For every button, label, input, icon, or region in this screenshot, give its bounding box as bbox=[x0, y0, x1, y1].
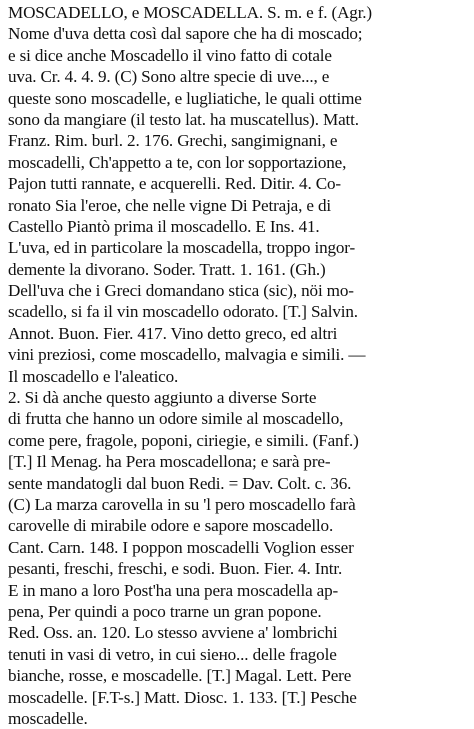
entry-line: E in mano a loro Post'ha una pera moscadella ap- bbox=[8, 580, 339, 600]
entry-line: scadello, si fa il vin moscadello odorato. [T.] Salvin. bbox=[8, 302, 358, 322]
entry-line: moscadelle. bbox=[8, 708, 88, 728]
entry-line: carovelle di mirabile odore e sapore moscadello. bbox=[8, 516, 334, 536]
entry-line: (C) La marza carovella in su 'l pero moscadello farà bbox=[8, 494, 356, 514]
entry-line: e si dice anche Moscadello il vino fatto di cotale bbox=[8, 45, 332, 65]
entry-line: L'uva, ed in particolare la moscadella, troppo ingor- bbox=[8, 238, 356, 258]
entry-line: queste sono moscadelle, e lugliatiche, le quali ottime bbox=[8, 88, 362, 108]
entry-line: bianche, rosse, e moscadelle. [T.] Magal. Lett. Pere bbox=[8, 666, 352, 686]
entry-line: Cant. Carn. 148. I poppon moscadelli Voglion esser bbox=[8, 537, 354, 557]
entry-line: dementе la divorano. Soder. Tratt. 1. 161. (Gh.) bbox=[8, 259, 326, 279]
dictionary-entry bbox=[8, 2, 470, 729]
entry-line: 2. Si dà anche questo aggiunto a diverse Sorte bbox=[8, 388, 317, 408]
entry-line: Franz. Rim. burl. 2. 176. Grechi, sangimignani, e bbox=[8, 131, 338, 151]
entry-line: vini preziosi, come moscadello, malvagia e simili. — bbox=[8, 345, 366, 365]
entry-line: pena, Per quindi a poco trarne un gran popone. bbox=[8, 601, 322, 621]
entry-line: pesanti, freschi, freschi, e sodi. Buon. Fier. 4. Intr. bbox=[8, 559, 343, 579]
entry-line: moscadelli, Ch'appetto a te, con lor sopportazione, bbox=[8, 152, 347, 172]
entry-line: come pere, fragole, poponi, ciriegie, e simili. (Fanf.) bbox=[8, 430, 359, 450]
entry-line: moscadelle. [F.T-s.] Matt. Diosc. 1. 133. [T.] Pesche bbox=[8, 687, 357, 707]
entry-line: sono da mangiare (il testo lat. ha muscatellus). Matt. bbox=[8, 109, 359, 129]
entry-line: sente mandatogli dal buon Redi. = Dav. Colt. c. 36. bbox=[8, 473, 352, 493]
entry-line: Castello Piantò prima il moscadello. E Ins. 41. bbox=[8, 216, 320, 236]
entry-line: Nome d'uva detta così dal sapore che ha di moscado; bbox=[8, 24, 363, 44]
entry-headline: MOSCADELLO, e MOSCADELLA. S. m. e f. (Agr.) bbox=[8, 3, 372, 22]
entry-line: di frutta che hanno un odore simile al moscadello, bbox=[8, 409, 344, 429]
entry-line: uva. Cr. 4. 4. 9. (C) Sono altre specie di uve..., e bbox=[8, 67, 330, 87]
entry-line: Dell'uva che i Greci domandano stica (sic), nöi mo- bbox=[8, 281, 354, 301]
entry-line: ronato Sia l'eroe, che nelle vigne Di Petraja, e di bbox=[8, 195, 331, 215]
entry-line: Annot. Buon. Fier. 417. Vino detto greco, ed altri bbox=[8, 323, 338, 343]
entry-line: Pajon tutti rannate, e acquerelli. Red. Ditir. 4. Co- bbox=[8, 174, 341, 194]
entry-line: Red. Oss. an. 120. Lo stesso avviene a' lombrichi bbox=[8, 623, 338, 643]
entry-line: tenuti in vasi di vetro, in cui siено... delle fragole bbox=[8, 644, 337, 664]
entry-line: [T.] Il Menag. ha Pera moscadellona; e sarà pre- bbox=[8, 452, 331, 472]
entry-line: Il moscadello e l'aleatico. bbox=[8, 366, 179, 386]
